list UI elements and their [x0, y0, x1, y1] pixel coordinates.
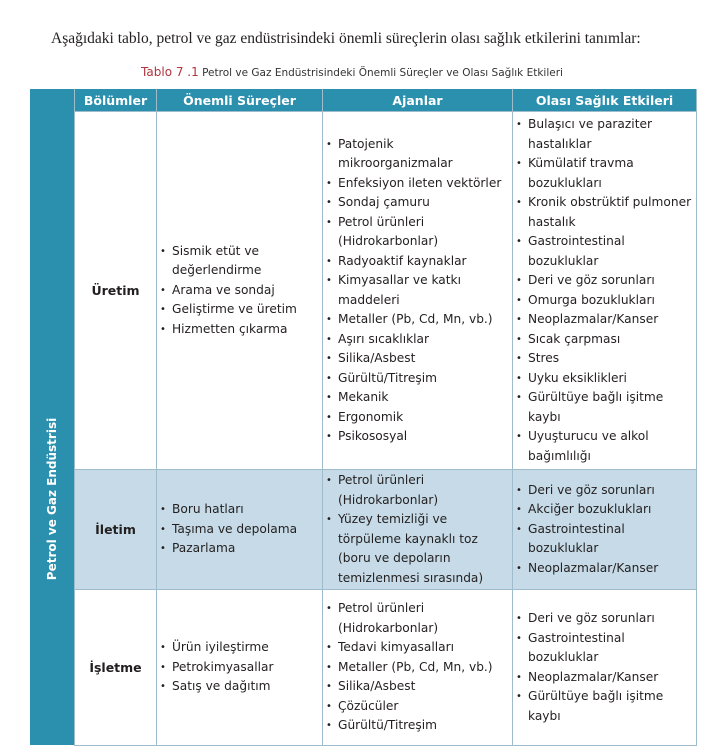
- processes-list: [159, 638, 320, 697]
- agents-cell: [323, 112, 513, 470]
- list-item: • Uyku eksiklikleri: [515, 369, 694, 389]
- list-item: • Kimyasallar ve katkı maddeleri: [325, 271, 510, 310]
- agents-list: [325, 599, 510, 736]
- list-item: • Ürün iyileştirme: [159, 638, 320, 658]
- list-item: • Neoplazmalar/Kanser: [515, 668, 694, 688]
- list-item: • Tedavi kimyasalları: [325, 638, 510, 658]
- table-caption-number: Tablo 7 .1: [141, 65, 199, 79]
- list-item: • Sismik etüt ve değerlendirme: [159, 242, 320, 281]
- agents-cell: [323, 470, 513, 590]
- list-item: • Gastrointestinal bozukluklar: [515, 520, 694, 559]
- list-item: • Boru hatları: [159, 500, 320, 520]
- header-sections: Bölümler: [75, 89, 157, 112]
- list-item: • Yüzey temizliği ve törpüleme kaynaklı toz (boru ve depoların temizlenmesi sırasında): [325, 510, 510, 588]
- table-row: [75, 590, 697, 746]
- list-item: • Neoplazmalar/Kanser: [515, 559, 694, 579]
- list-item: • Deri ve göz sorunları: [515, 481, 694, 501]
- list-item: • Patojenik mikroorganizmalar: [325, 135, 510, 174]
- header-agents: Ajanlar: [323, 89, 513, 112]
- health-effects-table: [30, 89, 696, 745]
- list-item: • Bulaşıcı ve paraziter hastalıklar: [515, 115, 694, 154]
- header-processes: Önemli Süreçler: [157, 89, 323, 112]
- list-item: • Gürültüye bağlı işitme kaybı: [515, 687, 694, 726]
- header-health-effects: Olası Sağlık Etkileri: [513, 89, 697, 112]
- list-item: • Metaller (Pb, Cd, Mn, vb.): [325, 658, 510, 678]
- processes-cell: [157, 112, 323, 470]
- agents-list: [325, 471, 510, 588]
- list-item: • Gürültü/Titreşim: [325, 716, 510, 736]
- list-item: • Hizmetten çıkarma: [159, 320, 320, 340]
- list-item: • Pazarlama: [159, 539, 320, 559]
- list-item: • Satış ve dağıtım: [159, 677, 320, 697]
- list-item: • Gürültü/Titreşim: [325, 369, 510, 389]
- processes-list: [159, 500, 320, 559]
- list-item: • Psikososyal: [325, 427, 510, 447]
- section-cell: İletim: [75, 470, 157, 590]
- list-item: • Petrol ürünleri (Hidrokarbonlar): [325, 599, 510, 638]
- list-item: • Akciğer bozuklukları: [515, 500, 694, 520]
- list-item: • Petrol ürünleri (Hidrokarbonlar): [325, 213, 510, 252]
- processes-cell: [157, 470, 323, 590]
- section-cell: Üretim: [75, 112, 157, 470]
- list-item: • Metaller (Pb, Cd, Mn, vb.): [325, 310, 510, 330]
- list-item: • Silika/Asbest: [325, 677, 510, 697]
- list-item: • Petrol ürünleri (Hidrokarbonlar): [325, 471, 510, 510]
- list-item: • Çözücüler: [325, 697, 510, 717]
- list-item: • Taşıma ve depolama: [159, 520, 320, 540]
- list-item: • Geliştirme ve üretim: [159, 300, 320, 320]
- processes-list: [159, 242, 320, 340]
- list-item: • Aşırı sıcaklıklar: [325, 330, 510, 350]
- list-item: • Deri ve göz sorunları: [515, 609, 694, 629]
- table-row: [75, 112, 697, 470]
- effects-list: [515, 609, 694, 726]
- list-item: • Enfeksiyon ileten vektörler: [325, 174, 510, 194]
- table-caption: [0, 65, 704, 79]
- processes-table: [74, 89, 697, 746]
- list-item: • Ergonomik: [325, 408, 510, 428]
- table-row: [75, 470, 697, 590]
- list-item: • Silika/Asbest: [325, 349, 510, 369]
- list-item: • Mekanik: [325, 388, 510, 408]
- side-category-band: [30, 89, 75, 745]
- table-caption-title: Petrol ve Gaz Endüstrisindeki Önemli Süreçler ve Olası Sağlık Etkileri: [202, 67, 563, 79]
- effects-list: [515, 115, 694, 466]
- list-item: • Petrokimyasallar: [159, 658, 320, 678]
- agents-cell: [323, 590, 513, 746]
- list-item: • Stres: [515, 349, 694, 369]
- list-item: • Deri ve göz sorunları: [515, 271, 694, 291]
- effects-list: [515, 481, 694, 579]
- processes-cell: [157, 590, 323, 746]
- list-item: • Gastrointestinal bozukluklar: [515, 232, 694, 271]
- table-header-row: [75, 89, 697, 112]
- list-item: • Sıcak çarpması: [515, 330, 694, 350]
- section-cell: İşletme: [75, 590, 157, 746]
- list-item: • Radyoaktif kaynaklar: [325, 252, 510, 272]
- list-item: • Kronik obstrüktif pulmoner hastalık: [515, 193, 694, 232]
- list-item: • Kümülatif travma bozuklukları: [515, 154, 694, 193]
- intro-paragraph: Aşağıdaki tablo, petrol ve gaz endüstrisindeki önemli süreçlerin olası sağlık etkilerini tanımlar:: [51, 29, 641, 47]
- agents-list: [325, 135, 510, 447]
- list-item: • Sondaj çamuru: [325, 193, 510, 213]
- effects-cell: [513, 112, 697, 470]
- effects-cell: [513, 590, 697, 746]
- side-category-label: Petrol ve Gaz Endüstrisi: [45, 417, 59, 581]
- effects-cell: [513, 470, 697, 590]
- list-item: • Gastrointestinal bozukluklar: [515, 629, 694, 668]
- list-item: • Gürültüye bağlı işitme kaybı: [515, 388, 694, 427]
- list-item: • Uyuşturucu ve alkol bağımlılığı: [515, 427, 694, 466]
- list-item: • Arama ve sondaj: [159, 281, 320, 301]
- list-item: • Neoplazmalar/Kanser: [515, 310, 694, 330]
- list-item: • Omurga bozuklukları: [515, 291, 694, 311]
